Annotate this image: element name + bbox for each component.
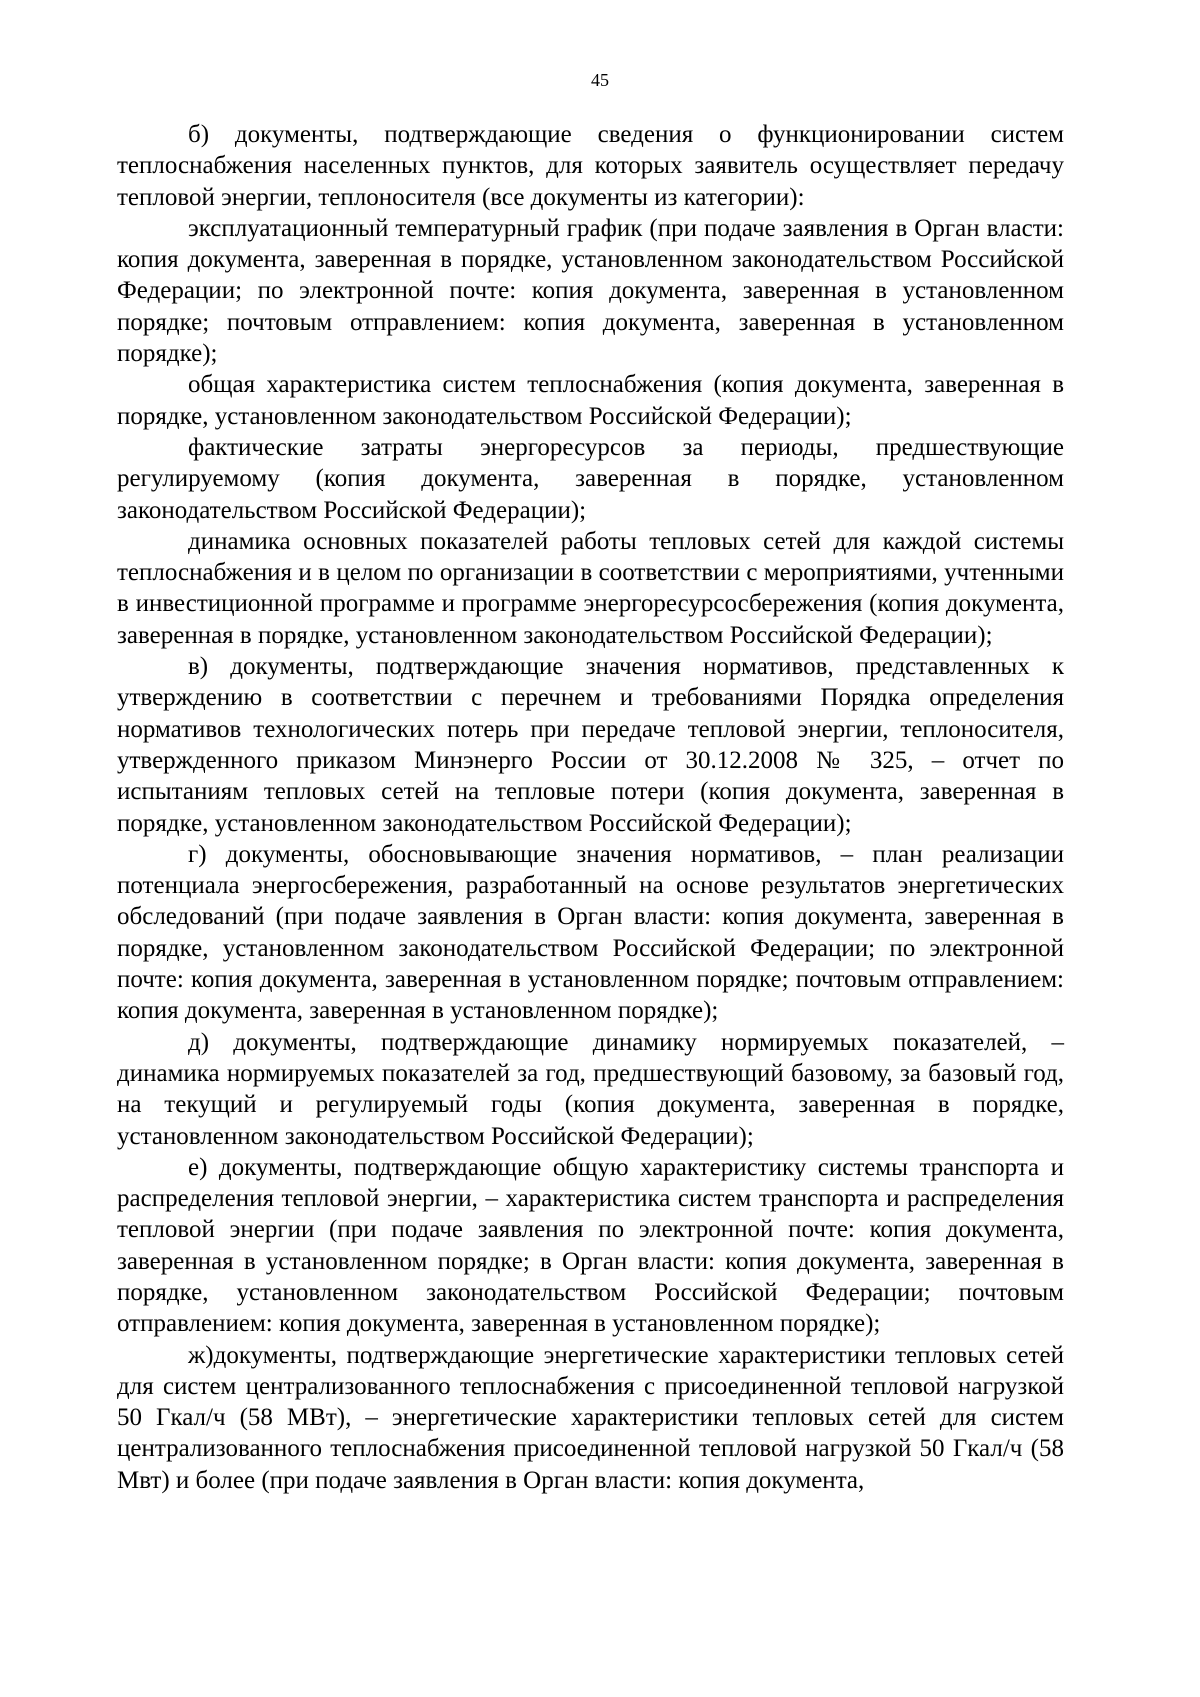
paragraph-actual-costs: фактические затраты энергоресурсов за периоды, предшествующие регулируемому (копия документа, заверенная в порядке, установленном законодательством Российской Федерации);: [117, 433, 1064, 524]
paragraph-b-heading: б) документы, подтверждающие сведения о функционировании систем теплоснабжения населенных пунктов, для которых заявитель осуществляет передачу тепловой энергии, теплоносителя (все документы из категории):: [117, 121, 1064, 211]
paragraph-temperature-schedule: эксплуатационный температурный график (при подаче заявления в Орган власти: копия документа, заверенная в порядке, установленном законодательством Российской Федерации; по электронной почте: копия документа, заверенная в установленном порядке; почтовым отправлением: копия документа, заверенная в установленном порядке);: [117, 214, 1064, 368]
paragraph-zh-energy-characteristics: ж)документы, подтверждающие энергетические характеристики тепловых сетей для систем централизованного теплоснабжения с присоединенной тепловой нагрузкой 50 Гкал/ч (58 МВт), – энергетические характеристики тепловых сетей для систем централизованного теплоснабжения присоединенной тепловой нагрузкой 50 Гкал/ч (58 Мвт) и более (при подаче заявления в Орган власти: копия документа,: [117, 1341, 1064, 1494]
paragraph-g-energy-saving-plan: г) документы, обосновывающие значения нормативов, – план реализации потенциала энергосбережения, разработанный на основе результатов энергетических обследований (при подаче заявления в Орган власти: копия документа, заверенная в порядке, установленном законодательством Российской Федерации; по электронной почте: копия документа, заверенная в установленном порядке; почтовым отправлением: копия документа, заверенная в установленном порядке);: [117, 840, 1064, 1025]
page-number: 45: [591, 70, 609, 90]
document-body: [117, 119, 1064, 1496]
paragraph-network-dynamics: динамика основных показателей работы тепловых сетей для каждой системы теплоснабжения и в целом по организации в соответствии с мероприятиями, учтенными в инвестиционной программе и программе энергоресурсосбережения (копия документа, заверенная в порядке, установленном законодательством Российской Федерации);: [117, 527, 1064, 649]
paragraph-v-normatives: в) документы, подтверждающие значения нормативов, представленных к утверждению в соответствии с перечнем и требованиями Порядка определения нормативов технологических потерь при передаче тепловой энергии, теплоносителя, утвержденного приказом Минэнерго России от 30.12.2008 № 325, – отчет по испытаниям тепловых сетей на тепловые потери (копия документа, заверенная в порядке, установленном законодательством Российской Федерации);: [117, 653, 1064, 837]
paragraph-e-transport-system: е) документы, подтверждающие общую характеристику системы транспорта и распределения тепловой энергии, – характеристика систем транспорта и распределения тепловой энергии (при подаче заявления по электронной почте: копия документа, заверенная в установленном порядке; в Орган власти: копия документа, заверенная в порядке, установленном законодательством Российской Федерации; почтовым отправлением: копия документа, заверенная в установленном порядке);: [117, 1153, 1064, 1338]
paragraph-d-indicator-dynamics: д) документы, подтверждающие динамику нормируемых показателей, – динамика нормируемых показателей за год, предшествующий базовому, за базовый год, на текущий и регулируемый годы (копия документа, заверенная в порядке, установленном законодательством Российской Федерации);: [117, 1028, 1064, 1150]
paragraph-general-characteristics: общая характеристика систем теплоснабжения (копия документа, заверенная в порядке, установленном законодательством Российской Федерации);: [117, 371, 1064, 430]
